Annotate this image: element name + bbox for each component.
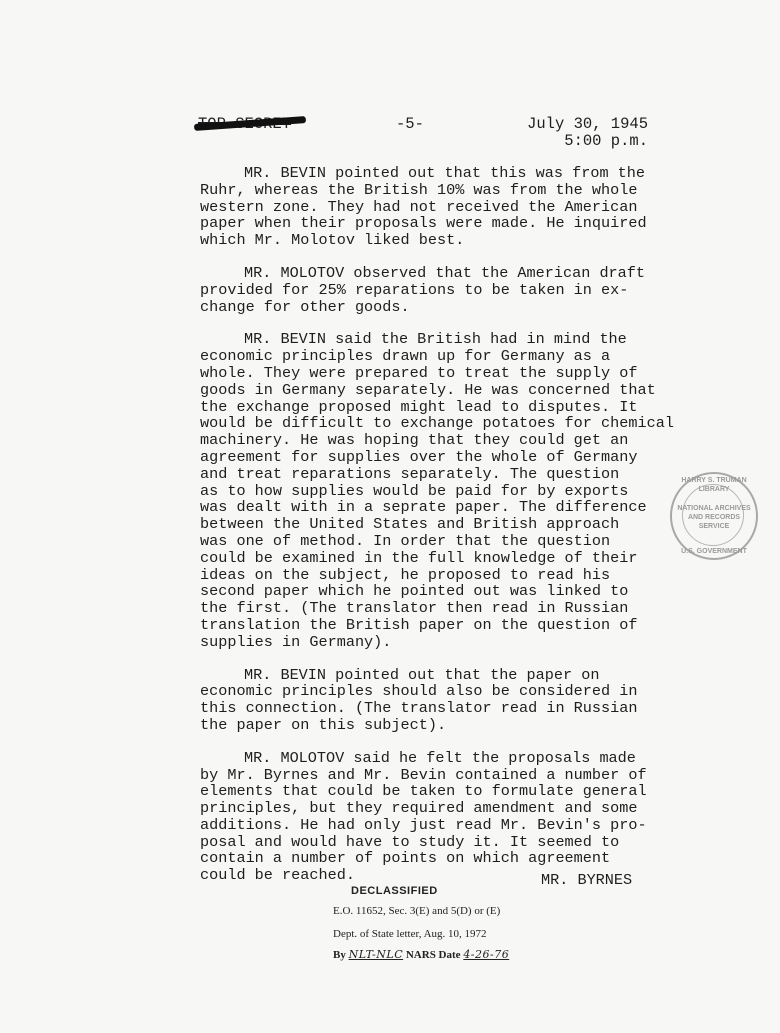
declass-date: 4-26-76 <box>463 948 510 961</box>
paragraph-line: the paper on this subject). <box>200 715 447 734</box>
paragraph-line: contain a number of points on which agreement <box>200 849 611 868</box>
declass-by-label: By <box>333 949 346 961</box>
paragraph-line: by Mr. Byrnes and Mr. Bevin contained a number of <box>200 765 647 784</box>
paragraph-line: machinery. He was hoping that they could get an <box>200 431 629 450</box>
paragraph-line: agreement for supplies over the whole of Germany <box>200 447 638 466</box>
archive-seal-stamp <box>670 472 758 560</box>
paragraph-line: MR. BEVIN pointed out that this was from the <box>244 164 646 182</box>
declass-letter: Dept. of State letter, Aug. 10, 1972 <box>333 928 487 940</box>
declass-by-line <box>333 948 509 961</box>
paragraph-line: MR. MOLOTOV observed that the American draft <box>244 263 646 282</box>
paragraph-line: provided for 25% reparations to be taken in ex- <box>200 280 629 299</box>
paragraph-line: second paper which he pointed out was linked to <box>200 582 629 601</box>
paragraph-line: MR. BEVIN pointed out that the paper on <box>244 665 600 684</box>
paragraph <box>200 750 660 884</box>
paragraph-line: Ruhr, whereas the British 10% was from the whole <box>200 180 638 199</box>
paragraph-line: change for other goods. <box>200 297 410 316</box>
paragraph <box>200 667 660 734</box>
paragraph-line: principles, but they required amendment and some <box>200 799 638 818</box>
paragraph-line: MR. MOLOTOV said he felt the proposals made <box>244 748 636 767</box>
paragraph-line: as to how supplies would be paid for by exports <box>200 481 629 500</box>
declass-initials: NLT-NLC <box>348 948 404 961</box>
paragraph-line: would be difficult to exchange potatoes for chemical <box>200 414 674 433</box>
paragraph-line: could be examined in the full knowledge of their <box>200 548 638 567</box>
paragraph-line: and treat reparations separately. The question <box>200 464 620 483</box>
paragraph-line: additions. He had only just read Mr. Bevin's pro- <box>200 815 647 834</box>
paragraph-line: supplies in Germany). <box>200 632 392 651</box>
declass-nars-label: NARS Date <box>405 949 461 961</box>
paragraph-line: was dealt with in a seprate paper. The difference <box>200 498 647 517</box>
paragraph-line: the first. (The translator then read in Russian <box>200 599 629 618</box>
declass-authority: E.O. 11652, Sec. 3(E) and 5(D) or (E) <box>333 905 501 917</box>
stamp-ring-bottom-text: U.S. GOVERNMENT <box>681 548 747 555</box>
paragraph-line: western zone. They had not received the American <box>200 197 638 216</box>
stamp-ring-top-text: HARRY S. TRUMAN LIBRARY <box>681 477 747 493</box>
signature: MR. BYRNES <box>541 871 633 889</box>
paragraph-line: translation the British paper on the question of <box>200 615 638 634</box>
paragraph-line: this connection. (The translator read in Russian <box>200 699 638 718</box>
document-body <box>200 164 674 900</box>
paragraph-line: economic principles should also be considered in <box>200 682 638 701</box>
meeting-time: 5:00 p.m. <box>564 132 648 150</box>
paragraph-line: elements that could be taken to formulate general <box>200 782 647 801</box>
paragraph-line: which Mr. Molotov liked best. <box>200 231 465 250</box>
paragraph <box>200 165 660 249</box>
paragraph-line: whole. They were prepared to treat the supply of <box>200 363 638 382</box>
paragraph-line: could be reached. <box>200 866 355 885</box>
paragraph <box>200 330 674 651</box>
paragraph-line: ideas on the subject, he proposed to read his <box>200 565 611 584</box>
paragraph-line: between the United States and British approach <box>200 515 620 534</box>
paragraph-line: economic principles drawn up for Germany as a <box>200 347 611 366</box>
paragraph-line: the exchange proposed might lead to disputes. It <box>200 397 638 416</box>
paragraph-line: MR. BEVIN said the British had in mind the <box>244 330 627 349</box>
page-number: -5- <box>396 115 424 133</box>
stamp-center-text: NATIONAL ARCHIVES AND RECORDS SERVICE <box>677 505 751 530</box>
paragraph-line: posal and would have to study it. It seemed to <box>200 832 620 851</box>
paragraph <box>200 265 660 315</box>
paragraph-line: paper when their proposals were made. He inquired <box>200 214 647 233</box>
meeting-date: July 30, 1945 <box>527 115 648 133</box>
declass-title: DECLASSIFIED <box>351 885 438 897</box>
paragraph-line: was one of method. In order that the question <box>200 531 611 550</box>
paragraph-line: goods in Germany separately. He was concerned that <box>200 380 656 399</box>
